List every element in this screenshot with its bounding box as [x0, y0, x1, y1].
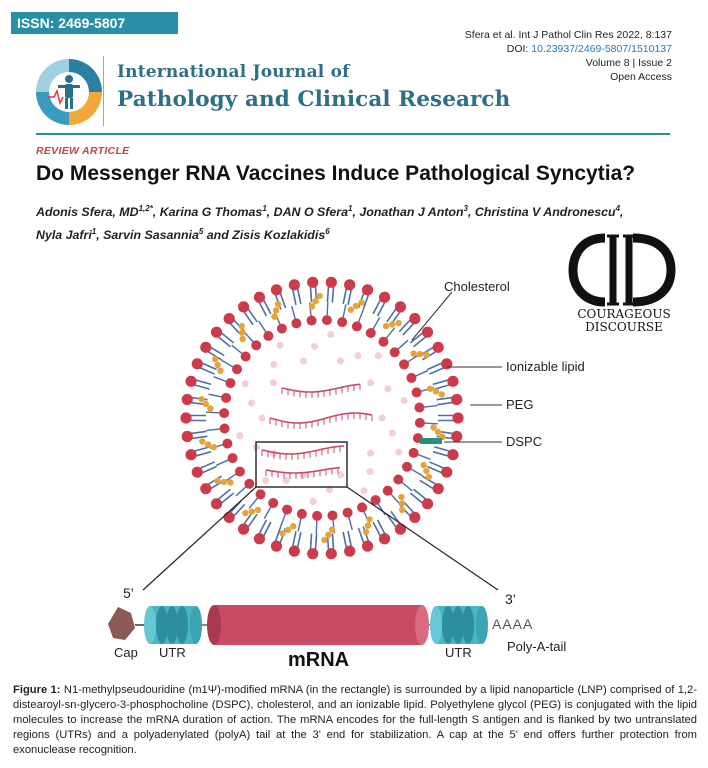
- doi-prefix: DOI:: [506, 43, 532, 55]
- ionizable-lipid-head: [307, 316, 317, 326]
- author-name: Christina V Andronescu: [474, 205, 616, 220]
- cholesterol-molecule: [399, 507, 405, 513]
- author-line-1: [36, 199, 676, 222]
- cholesterol-molecule: [353, 303, 359, 309]
- cholesterol-molecule: [290, 523, 296, 529]
- ionizable-lipid-head: [297, 509, 307, 519]
- label-cap: Cap: [114, 645, 138, 660]
- ionizable-lipid-head: [244, 479, 254, 489]
- ionizable-lipid-head: [211, 498, 222, 509]
- logo-divider: [103, 56, 104, 126]
- ionizable-lipid-head: [362, 541, 373, 552]
- ionizable-lipid-head: [344, 279, 355, 290]
- ionizable-lipid-head: [395, 524, 406, 535]
- ionizable-lipid-head: [395, 301, 406, 312]
- ionizable-lipid-head: [224, 313, 235, 324]
- ionizable-lipid-head: [393, 474, 403, 484]
- volume-issue: Volume 8 | Issue 2: [585, 57, 672, 69]
- inner-lipid: [367, 450, 374, 457]
- ionizable-lipid-head: [362, 284, 373, 295]
- cholesterol-molecule: [321, 537, 327, 543]
- ionizable-lipid-head: [185, 449, 196, 460]
- ionizable-lipid-head: [312, 511, 322, 521]
- ionizable-lipid-head: [378, 337, 388, 347]
- inner-lipid: [262, 477, 269, 484]
- mrna-strand: [270, 413, 372, 423]
- mrna-highlight-rectangle: [256, 442, 347, 487]
- inner-lipid: [259, 415, 266, 422]
- mrna-strand: [266, 468, 340, 474]
- ionizable-lipid-head: [182, 394, 193, 405]
- journal-title-line1: International Journal of: [117, 62, 350, 82]
- cholesterol-molecule: [395, 320, 401, 326]
- ionizable-lipid-head: [235, 467, 245, 477]
- cholesterol-molecule: [198, 396, 204, 402]
- inner-lipid: [367, 379, 374, 386]
- article-title: Do Messenger RNA Vaccines Induce Pathological Syncytia?: [36, 162, 636, 185]
- cholesterol-molecule: [239, 329, 245, 335]
- inner-lipid: [375, 352, 382, 359]
- ionizable-lipid-head: [232, 364, 242, 374]
- ionizable-lipid-head: [422, 327, 433, 338]
- ionizable-lipid-head: [441, 358, 452, 369]
- cholesterol-molecule: [214, 478, 220, 484]
- cholesterol-molecule: [358, 299, 364, 305]
- inner-lipid: [327, 331, 334, 338]
- inner-lipid: [311, 343, 318, 350]
- cd-logo-line2: DISCOURSE: [585, 320, 663, 334]
- author-affiliation: 4: [615, 204, 621, 213]
- inner-lipid: [310, 498, 317, 505]
- ionizable-lipid-head: [291, 318, 301, 328]
- ionizable-lipid-head: [451, 431, 462, 442]
- author-name: Nyla Jafri: [36, 228, 92, 243]
- ionizable-lipid-head: [366, 328, 376, 338]
- ionizable-lipid-head: [322, 315, 332, 325]
- cholesterol-molecule: [212, 356, 218, 362]
- cholesterol-molecule: [249, 508, 255, 514]
- article-type: REVIEW ARTICLE: [36, 145, 130, 157]
- caption-text: N1-methylpseudouridine (m1Ψ)-modified mRNA (in the rectangle) is surrounded by a lipid nanoparticle (LNP) comprised of 1,2-distearoyl-sn-glycero-3-phosphocholine (DSPC), cholesterol, and an ionizable lipid. Polyethylene glycol (PEG) is conjugated with the lipid molecules to increase the mRNA duration of action. The mRNA encodes for the full-length S antigen and is flanked by two untranslated regions (UTRs) and a polyadenylated (polyA) tail at the 3' end for stabilization. A cap at the 5' end offers further protection from exonuclease recognition.: [13, 684, 697, 756]
- cholesterol-molecule: [427, 386, 433, 392]
- author-name: Karina G Thomas: [159, 205, 263, 220]
- author-affiliation: 1: [91, 227, 97, 237]
- issn-badge: ISSN: 2469-5807: [11, 12, 178, 34]
- cholesterol-molecule: [420, 462, 426, 468]
- inner-lipid: [270, 361, 277, 368]
- ionizable-lipid-head: [211, 327, 222, 338]
- cholesterol-molecule: [211, 444, 217, 450]
- label-cholesterol: Cholesterol: [444, 279, 510, 294]
- ionizable-lipid-head: [337, 317, 347, 327]
- ionizable-lipid-head: [343, 508, 353, 518]
- label-ionizable-lipid: Ionizable lipid: [506, 359, 585, 374]
- cholesterol-molecule: [365, 522, 371, 528]
- ionizable-lipid-head: [185, 376, 196, 387]
- author-affiliation: 1,2*: [138, 204, 153, 213]
- inner-lipid: [248, 400, 255, 407]
- journal-title-line2: Pathology and Clinical Research: [117, 87, 511, 112]
- cholesterol-molecule: [410, 350, 416, 356]
- ionizable-lipid-head: [220, 423, 230, 433]
- label-aaaa: AAAA: [492, 616, 534, 632]
- cholesterol-molecule: [363, 529, 369, 535]
- cholesterol-molecule: [439, 391, 445, 397]
- author-affiliation: 1: [262, 204, 267, 213]
- cholesterol-molecule: [255, 507, 261, 513]
- ionizable-lipid-head: [383, 486, 393, 496]
- ionizable-lipid-head: [402, 462, 412, 472]
- author-affiliation: 6: [325, 227, 330, 237]
- cholesterol-molecule: [271, 313, 277, 319]
- inner-lipid: [355, 352, 362, 359]
- ionizable-lipid-head: [277, 324, 287, 334]
- cholesterol-molecule: [316, 293, 322, 299]
- ionizable-lipid-head: [307, 548, 318, 559]
- inner-lipid: [361, 487, 368, 494]
- cholesterol-molecule: [430, 424, 436, 430]
- ionizable-lipid-head: [390, 347, 400, 357]
- cholesterol-molecule: [239, 336, 245, 342]
- header-rule: [36, 133, 670, 135]
- cholesterol-molecule: [214, 362, 220, 368]
- inner-lipid: [277, 342, 284, 349]
- ionizable-lipid-head: [228, 453, 238, 463]
- doi-line: [465, 42, 672, 56]
- inner-lipid: [242, 380, 249, 387]
- cholesterol-molecule: [221, 479, 227, 485]
- lnp-inner-cargo: [236, 331, 407, 505]
- cholesterol-molecule: [217, 368, 223, 374]
- author-affiliation: 1: [348, 204, 353, 213]
- cholesterol-molecule: [433, 388, 439, 394]
- author-name: DAN O Sfera: [273, 205, 349, 220]
- ionizable-lipid-head: [357, 502, 367, 512]
- mrna-cylinder: [207, 605, 429, 645]
- ionizable-lipid-head: [412, 387, 422, 397]
- ionizable-lipid-head: [327, 510, 337, 520]
- label-utr-left: UTR: [159, 645, 186, 660]
- ionizable-lipid-head: [451, 394, 462, 405]
- ionizable-lipid-head: [241, 352, 251, 362]
- ionizable-lipid-head: [289, 546, 300, 557]
- ionizable-lipid-head: [414, 403, 424, 413]
- ionizable-lipid-head: [254, 533, 265, 544]
- cholesterol-molecule: [325, 532, 331, 538]
- ionizable-lipid-head: [433, 342, 444, 353]
- cholesterol-molecule: [417, 351, 423, 357]
- ionizable-lipid-head: [282, 505, 292, 515]
- ionizable-lipid-head: [268, 498, 278, 508]
- ionizable-lipid-head: [224, 512, 235, 523]
- ionizable-lipid-head: [326, 548, 337, 559]
- label-poly-a-tail: Poly-A-tail: [507, 639, 567, 654]
- ionizable-lipid-head: [409, 313, 420, 324]
- citation: Sfera et al. Int J Pathol Clin Res 2022, 8:137: [464, 29, 672, 41]
- ionizable-lipid-head: [182, 431, 193, 442]
- label-peg: PEG: [506, 397, 534, 412]
- cholesterol-molecule: [273, 307, 279, 313]
- ionizable-lipid-head: [251, 340, 261, 350]
- cholesterol-molecule: [242, 510, 248, 516]
- inner-lipid: [337, 357, 344, 364]
- utr-right-cylinder: [430, 606, 488, 644]
- author-separator: ,: [468, 205, 475, 220]
- inner-lipid: [236, 432, 243, 439]
- cholesterol-molecule: [423, 352, 429, 358]
- author-separator: ,: [96, 228, 104, 243]
- inner-lipid: [395, 449, 402, 456]
- ionizable-lipid-head: [263, 331, 273, 341]
- cap-shape: [108, 607, 135, 640]
- cholesterol-molecule: [348, 307, 354, 313]
- ionizable-lipid-head: [344, 546, 355, 557]
- inner-lipid: [300, 357, 307, 364]
- inner-lipid: [270, 379, 277, 386]
- author-name: Jonathan J Anton: [359, 205, 464, 220]
- label-mrna: mRNA: [288, 649, 350, 671]
- author-separator: ,: [352, 205, 360, 220]
- ionizable-lipid-head: [200, 342, 211, 353]
- inner-lipid: [384, 385, 391, 392]
- ionizable-lipid-head: [289, 279, 300, 290]
- ionizable-lipid-head: [222, 439, 232, 449]
- author-name: Sarvin Sasannia: [103, 228, 199, 243]
- cholesterol-molecule: [329, 526, 335, 532]
- ionizable-lipid-head: [192, 467, 203, 478]
- dspc-marker: [420, 438, 442, 444]
- cholesterol-molecule: [423, 468, 429, 474]
- ionizable-lipid-head: [379, 292, 390, 303]
- ionizable-lipid-head: [271, 284, 282, 295]
- cholesterol-molecule: [239, 323, 245, 329]
- author-affiliation: 5: [198, 227, 204, 237]
- ionizable-lipid-head: [326, 277, 337, 288]
- ionizable-lipid-head: [415, 418, 425, 428]
- ionizable-lipid-head: [221, 393, 231, 403]
- ionizable-lipid-head: [256, 489, 266, 499]
- author-separator: ,: [620, 205, 624, 220]
- cholesterol-molecule: [435, 429, 441, 435]
- cholesterol-molecule: [275, 301, 281, 307]
- cholesterol-molecule: [312, 298, 318, 304]
- label-5-prime: 5’: [123, 585, 134, 601]
- ionizable-lipid-head: [200, 483, 211, 494]
- author-separator: ,: [266, 205, 274, 220]
- journal-logo-icon: [34, 57, 104, 127]
- ionizable-lipid-head: [271, 541, 282, 552]
- label-dspc: DSPC: [506, 434, 543, 449]
- author-affiliation: 3: [463, 204, 468, 213]
- author-separator: and: [203, 228, 233, 243]
- ionizable-lipid-head: [406, 373, 416, 383]
- ionizable-lipid-head: [452, 412, 463, 423]
- inner-lipid: [379, 415, 386, 422]
- cholesterol-molecule: [309, 303, 315, 309]
- ionizable-lipid-head: [409, 448, 419, 458]
- ionizable-lipid-head: [225, 378, 235, 388]
- cholesterol-molecule: [285, 527, 291, 533]
- ionizable-lipid-head: [409, 512, 420, 523]
- cholesterol-molecule: [366, 516, 372, 522]
- label-utr-right: UTR: [445, 645, 472, 660]
- ionizable-lipid-head: [192, 358, 203, 369]
- ionizable-lipid-head: [238, 524, 249, 535]
- cholesterol-molecule: [398, 494, 404, 500]
- cholesterol-molecule: [199, 438, 205, 444]
- cholesterol-molecule: [399, 500, 405, 506]
- ionizable-lipid-head: [433, 483, 444, 494]
- inner-lipid: [389, 429, 396, 436]
- cholesterol-molecule: [389, 321, 395, 327]
- ionizable-lipid-head: [238, 301, 249, 312]
- author-name: Adonis Sfera, MD: [36, 205, 139, 220]
- cholesterol-molecule: [205, 441, 211, 447]
- cholesterol-molecule: [383, 323, 389, 329]
- caption-label: Figure 1:: [13, 684, 61, 696]
- cholesterol-molecule: [426, 474, 432, 480]
- cholesterol-molecule: [203, 401, 209, 407]
- ionizable-lipid-head: [399, 359, 409, 369]
- ionizable-lipid-head: [219, 408, 229, 418]
- ionizable-lipid-head: [352, 321, 362, 331]
- zoom-line-left: [143, 487, 256, 590]
- author-separator: ,: [152, 205, 160, 220]
- ionizable-lipid-head: [447, 376, 458, 387]
- ionizable-lipid-head: [441, 467, 452, 478]
- figure-caption: [13, 683, 697, 758]
- inner-lipid: [367, 468, 374, 475]
- ionizable-lipid-head: [447, 449, 458, 460]
- cholesterol-molecule: [207, 405, 213, 411]
- inner-lipid: [401, 397, 408, 404]
- cd-logo-line1: COURAGEOUS: [577, 307, 671, 321]
- cholesterol-molecule: [279, 530, 285, 536]
- ionizable-lipid-head: [307, 277, 318, 288]
- citation-block: [465, 28, 672, 84]
- lnp-mrna-figure: [0, 240, 708, 680]
- ionizable-lipid-head: [180, 412, 191, 423]
- label-3-prime: 3’: [505, 591, 516, 607]
- ionizable-lipid-head: [422, 498, 433, 509]
- ionizable-lipid-head: [379, 533, 390, 544]
- doi-link[interactable]: 10.23937/2469-5807/1510137: [531, 43, 672, 55]
- open-access: Open Access: [610, 71, 672, 83]
- ionizable-lipid-head: [254, 292, 265, 303]
- utr-left-cylinder: [144, 606, 202, 644]
- cholesterol-molecule: [227, 479, 233, 485]
- author-name: Zisis Kozlakidis: [232, 228, 326, 243]
